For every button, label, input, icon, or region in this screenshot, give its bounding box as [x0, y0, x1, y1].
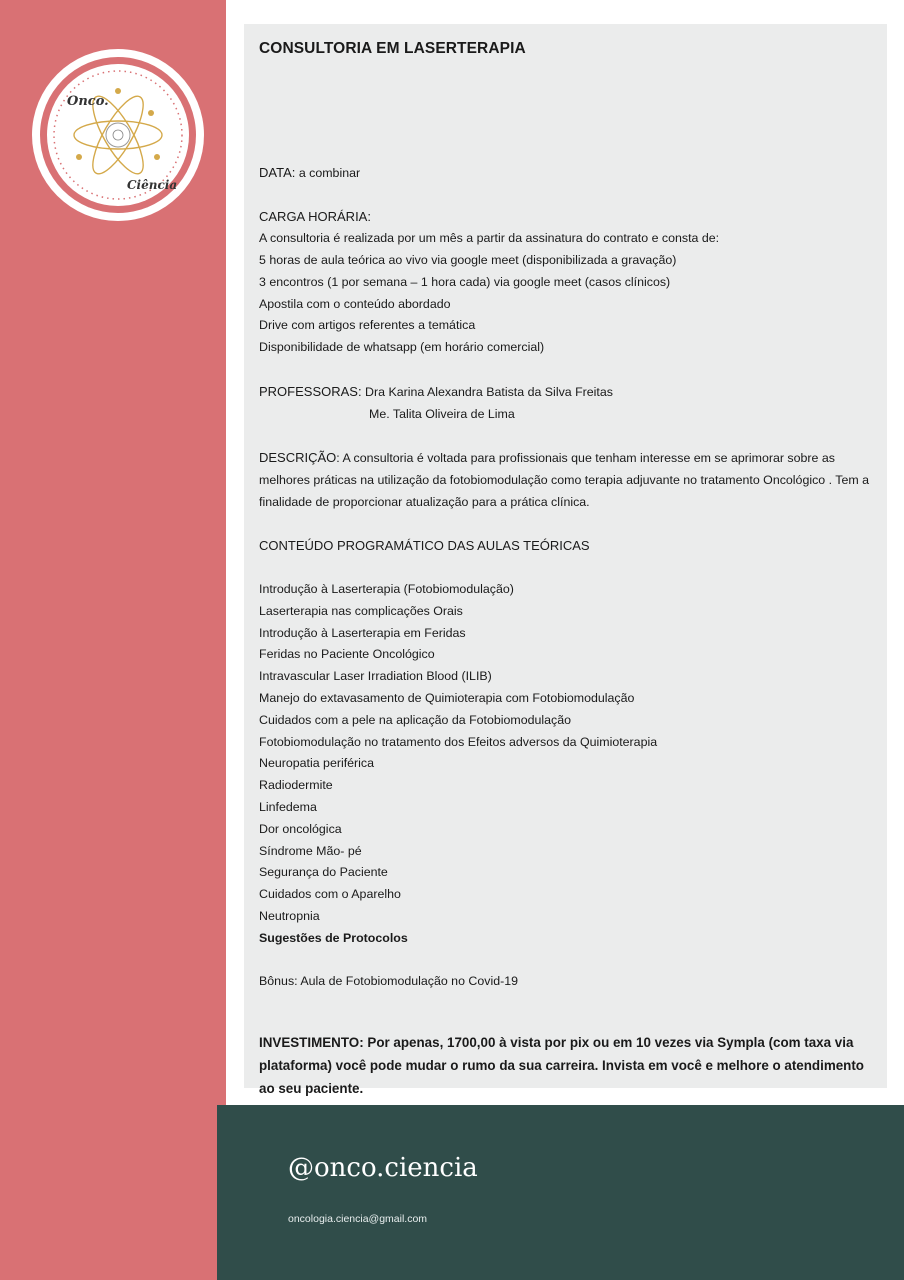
professoras-label: PROFESSORAS: [259, 383, 362, 399]
carga-line: Drive com artigos referentes a temática [259, 318, 476, 333]
logo [32, 49, 204, 221]
carga-section [259, 206, 874, 359]
investimento-text: : Por apenas, 1700,00 à vista por pix ou em 10 vezes via Sympla (com taxa via plataforma) você pode mudar o rumo da sua carreira. Invista em você e melhore o atendimento ao seu paciente. [259, 1035, 864, 1097]
logo-word-ciencia: Ciência [127, 178, 178, 192]
logo-ring [40, 57, 196, 213]
professora-name: Me. Talita Oliveira de Lima [369, 406, 515, 421]
conteudo-heading: CONTEÚDO PROGRAMÁTICO DAS AULAS TEÓRICAS [259, 538, 590, 554]
carga-line: 3 encontros (1 por semana – 1 hora cada) via google meet (casos clínicos) [259, 274, 671, 289]
bonus-text: Bônus: Aula de Fotobiomodulação no Covid-19 [259, 974, 518, 989]
data-section [259, 162, 874, 185]
carga-line: A consultoria é realizada por um mês a partir da assinatura do contrato e consta de: [259, 231, 720, 246]
carga-line: 5 horas de aula teórica ao vivo via google meet (disponibilizada a gravação) [259, 252, 677, 267]
logo-inner [47, 64, 189, 206]
descricao-text: : A consultoria é voltada para profissionais que tenham interesse em se aprimorar sobre as melhores práticas na utilização da fotobiomodulação como terapia adjuvante no tratamento Oncológico . Tem a finalidade de proporcionar atualização para a prática clínica. [259, 451, 870, 509]
footer [217, 1105, 904, 1280]
professoras-section [259, 381, 874, 426]
list-item: Cuidados com a pele na aplicação da Fotobiomodulação [259, 712, 572, 727]
descricao-label: DESCRIÇÃO [259, 450, 337, 466]
document-content [259, 38, 874, 1100]
list-item: Cuidados com o Aparelho [259, 887, 401, 902]
investimento-section [259, 1031, 874, 1100]
data-label: DATA: [259, 164, 296, 180]
list-item: Neuropatia periférica [259, 756, 375, 771]
carga-label: CARGA HORÁRIA: [259, 209, 371, 225]
list-item: Feridas no Paciente Oncológico [259, 647, 435, 662]
list-item: Radiodermite [259, 778, 333, 793]
carga-line: Apostila com o conteúdo abordado [259, 296, 451, 311]
social-handle: @onco.ciencia [288, 1153, 478, 1183]
list-item: Dor oncológica [259, 821, 342, 836]
list-item: Intravascular Laser Irradiation Blood (ILIB) [259, 669, 492, 684]
list-item: Síndrome Mão- pé [259, 843, 362, 858]
list-item: Laserterapia nas complicações Orais [259, 603, 463, 618]
contact-email: oncologia.ciencia@gmail.com [288, 1213, 428, 1225]
logo-word-onco: Onco. [67, 94, 109, 109]
list-item: Manejo do extavasamento de Quimioterapia com Fotobiomodulação [259, 690, 635, 705]
list-item: Introdução à Laserterapia em Feridas [259, 625, 466, 640]
carga-line: Disponibilidade de whatsapp (em horário comercial) [259, 340, 545, 355]
list-item: Segurança do Paciente [259, 865, 388, 880]
page-title: CONSULTORIA EM LASERTERAPIA [259, 40, 526, 57]
list-item-protocolos: Sugestões de Protocolos [259, 930, 408, 945]
list-item: Linfedema [259, 799, 317, 814]
data-value: a combinar [298, 165, 361, 180]
list-item: Fotobiomodulação no tratamento dos Efeitos adversos da Quimioterapia [259, 734, 658, 749]
descricao-section [259, 447, 874, 513]
investimento-label: INVESTIMENTO [259, 1035, 360, 1051]
conteudo-list [259, 579, 874, 950]
professora-name: Dra Karina Alexandra Batista da Silva Freitas [365, 384, 613, 399]
list-item: Neutropnia [259, 908, 320, 923]
list-item: Introdução à Laserterapia (Fotobiomodulação) [259, 581, 514, 596]
